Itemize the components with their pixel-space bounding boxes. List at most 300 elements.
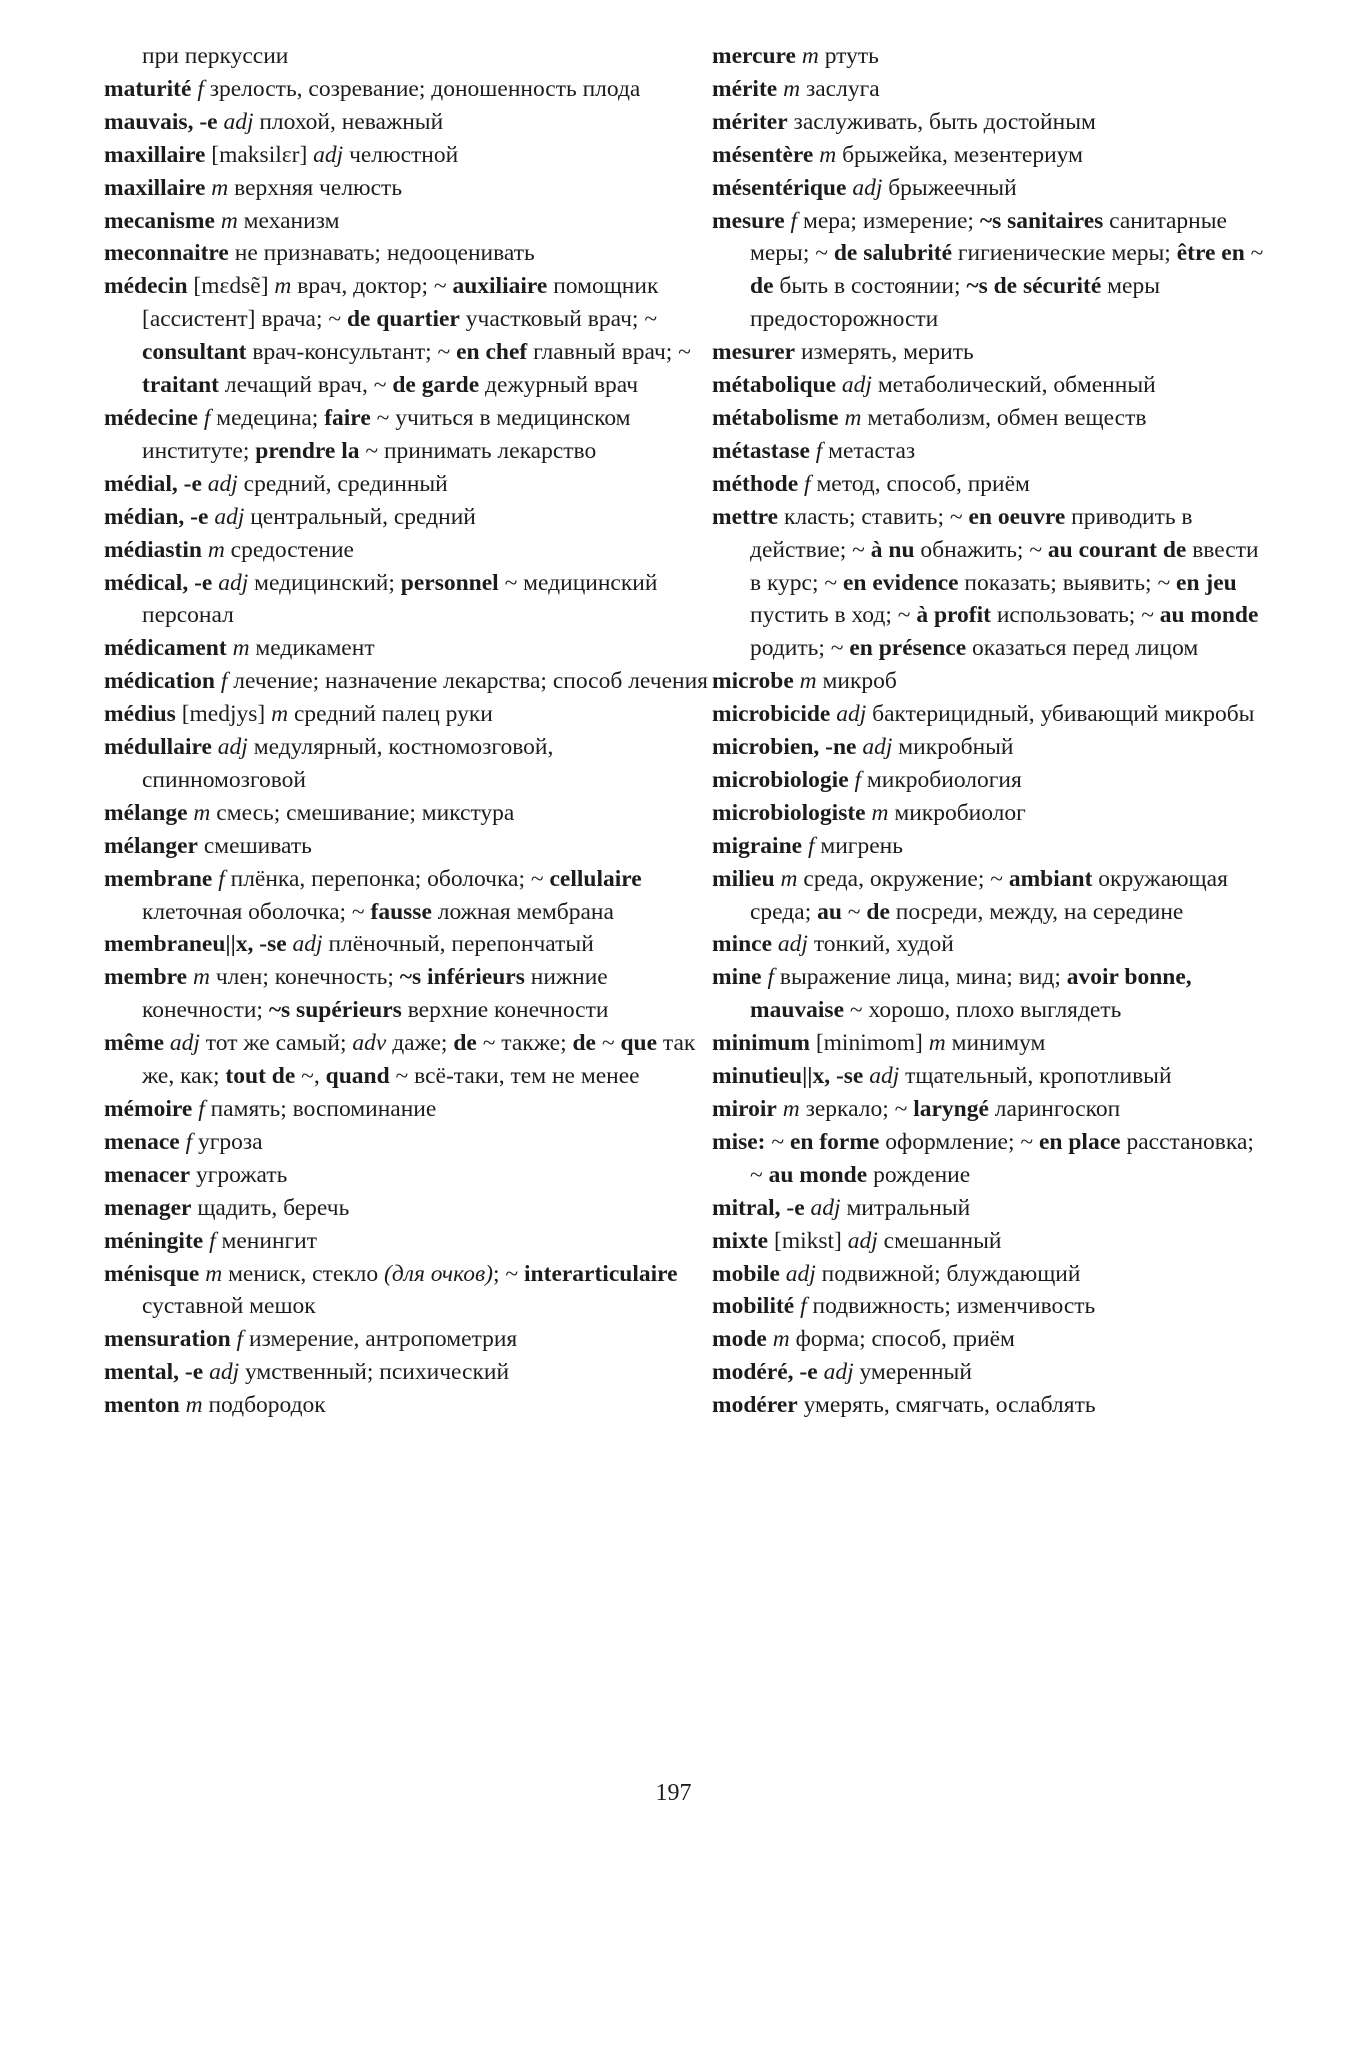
entry-text: при перкуссии	[142, 43, 289, 69]
grammar-label: adj	[208, 503, 245, 530]
headword: mesurer	[712, 339, 796, 366]
entry-text: ложная мембрана	[431, 898, 614, 925]
dictionary-entry	[104, 270, 714, 402]
dictionary-entry	[712, 1258, 1272, 1291]
dictionary-entry	[712, 698, 1272, 731]
entry-text: метаболизм, обмен веществ	[861, 404, 1147, 431]
entry-text: метод, способ, приём	[810, 470, 1030, 497]
grammar-label: m	[793, 668, 817, 695]
headword: minimum	[712, 1030, 810, 1057]
entry-text: тот же самый;	[199, 1030, 353, 1057]
grammar-label: f	[197, 404, 211, 431]
left-column	[104, 40, 714, 1422]
entry-text: подвижность; изменчивость	[806, 1293, 1096, 1320]
phrase: en oeuvre	[968, 503, 1066, 530]
headword: mensuration	[104, 1326, 231, 1353]
headword: membrane	[104, 865, 213, 892]
entry-text: мениск, стекло	[222, 1260, 385, 1287]
phrase: tout de	[225, 1063, 296, 1090]
entry-text: даже;	[386, 1030, 454, 1057]
dictionary-entry	[712, 139, 1272, 172]
dictionary-entry	[104, 73, 714, 106]
dictionary-entry	[104, 1389, 714, 1422]
entry-text: угроза	[192, 1128, 263, 1155]
headword: microbiologiste	[712, 799, 866, 826]
dictionary-entry	[712, 106, 1272, 139]
grammar-label: f	[794, 1293, 807, 1320]
entry-text: челюстной	[343, 141, 459, 168]
grammar-label: m	[179, 1392, 203, 1419]
dictionary-entry	[712, 863, 1272, 929]
entry-text: угрожать	[190, 1161, 288, 1188]
headword: mince	[712, 931, 773, 958]
phrase: de salubrité	[833, 240, 952, 267]
dictionary-entry	[104, 1323, 714, 1356]
phrase: à nu	[870, 536, 915, 563]
dictionary-entry	[104, 205, 714, 238]
headword: métastase	[712, 437, 810, 464]
grammar-label: m	[274, 273, 292, 300]
entry-text: ~ также;	[476, 1030, 573, 1057]
grammar-label: m	[201, 536, 225, 563]
grammar-label: adj	[201, 470, 238, 497]
headword: mobilité	[712, 1293, 795, 1320]
entry-text: посреди, между, на середине	[889, 898, 1184, 925]
headword: mecanisme	[104, 207, 215, 234]
headword: mauvais, -e	[104, 108, 218, 135]
headword: mise:	[712, 1128, 766, 1155]
entry-text: [minimom]	[809, 1030, 929, 1057]
grammar-label: adj	[856, 734, 893, 761]
entry-text: ~	[595, 1030, 621, 1057]
headword: méthode	[712, 470, 799, 497]
entry-text: мера; измерение;	[797, 207, 980, 234]
entry-text: ; ~	[493, 1260, 525, 1287]
headword: mine	[712, 964, 762, 991]
phrase: au	[817, 898, 842, 925]
phrase: de	[453, 1030, 477, 1057]
entry-text: медикамент	[249, 635, 375, 662]
headword: mental, -e	[104, 1359, 204, 1386]
phrase: en jeu	[1176, 569, 1237, 596]
phrase: en evidence	[842, 569, 959, 596]
phrase: en forme	[789, 1128, 880, 1155]
entry-text: нижние конечности;	[142, 964, 608, 1024]
grammar-label: adj	[779, 1260, 816, 1287]
dictionary-entry	[712, 764, 1272, 797]
phrase: en présence	[849, 635, 967, 662]
dictionary-entry	[712, 1192, 1272, 1225]
phrase: au monde	[768, 1161, 868, 1188]
dictionary-entry	[712, 40, 1272, 73]
headword: menager	[104, 1194, 192, 1221]
entry-text: заслуга	[800, 75, 880, 102]
grammar-label: adj	[286, 931, 323, 958]
entry-text: микробиология	[861, 766, 1022, 793]
entry-text: главный врач; ~	[527, 339, 691, 366]
headword: maxillaire	[104, 141, 206, 168]
headword: mixte	[712, 1227, 769, 1254]
headword: médicament	[104, 635, 227, 662]
grammar-label: f	[192, 1096, 205, 1122]
headword: mélange	[104, 799, 188, 826]
entry-text: ~ всё-таки, тем не менее	[389, 1063, 640, 1090]
dictionary-entry	[712, 1093, 1272, 1126]
entry-text: микробный	[892, 734, 1014, 761]
headword: médical, -e	[104, 569, 213, 596]
entry-text: суставной мешок	[142, 1293, 316, 1320]
dictionary-entry	[104, 665, 714, 698]
headword: médius	[104, 701, 176, 728]
dictionary-entry	[104, 830, 714, 863]
headword: mitral, -e	[712, 1194, 805, 1221]
headword: méningite	[104, 1227, 204, 1254]
entry-text: брыжейка, мезентериум	[836, 141, 1083, 168]
dictionary-entry	[104, 468, 714, 501]
grammar-label: adj	[836, 372, 872, 399]
headword: microbien, -ne	[712, 734, 857, 761]
entry-text: [mikst]	[768, 1227, 848, 1254]
phrase: interarticulaire	[524, 1260, 678, 1287]
dictionary-entry	[104, 698, 714, 731]
headword: membraneu||x, -se	[104, 931, 287, 958]
dictionary-entry	[104, 1159, 714, 1192]
entry-text: так же, как;	[142, 1030, 696, 1090]
grammar-label: adj	[804, 1194, 841, 1221]
dictionary-entry	[104, 731, 714, 797]
grammar-label: f	[179, 1128, 193, 1155]
headword: mettre	[712, 503, 779, 530]
dictionary-entry	[712, 665, 1272, 698]
dictionary-entry	[104, 961, 714, 1027]
entry-text: медулярный, костномозговой, спинномозговой	[142, 734, 554, 793]
grammar-label: m	[795, 43, 819, 69]
entry-text: быть в состоянии;	[773, 273, 967, 300]
phrase: ambiant	[1008, 865, 1093, 892]
note: (для очков)	[384, 1260, 494, 1287]
dictionary-entry	[104, 237, 714, 270]
grammar-label: adj	[772, 931, 808, 958]
headword: médecine	[104, 404, 198, 431]
entry-text: метастаз	[822, 437, 916, 464]
headword: mode	[712, 1326, 767, 1353]
entry-text: умерять, смягчать, ослаблять	[797, 1392, 1096, 1419]
headword: mobile	[712, 1260, 780, 1287]
headword: médial, -e	[104, 470, 202, 497]
phrase: prendre la	[255, 437, 360, 464]
phrase: que	[620, 1030, 658, 1057]
entry-text: среда, окружение; ~	[797, 865, 1009, 892]
entry-text: ~ хорошо, плохо выглядеть	[844, 997, 1122, 1024]
dictionary-entry	[712, 1290, 1272, 1323]
entry-text: механизм	[237, 207, 340, 234]
dictionary-entry	[104, 139, 714, 172]
phrase: au monde	[1159, 602, 1259, 629]
entry-text: ларингоскоп	[988, 1096, 1121, 1122]
dictionary-entry	[712, 1389, 1272, 1422]
entry-text: участковый врач; ~	[459, 306, 658, 333]
phrase: auxiliaire	[452, 273, 548, 300]
headword: microbe	[712, 668, 794, 695]
dictionary-entry	[104, 632, 714, 665]
entry-text: использовать; ~	[990, 602, 1160, 629]
grammar-label: f	[212, 865, 225, 892]
grammar-label: m	[865, 799, 889, 826]
grammar-label: f	[761, 964, 775, 991]
entry-text: плохой, неважный	[253, 108, 444, 135]
headword: mémoire	[104, 1096, 193, 1122]
dictionary-entry	[712, 205, 1272, 337]
grammar-label: m	[776, 1096, 800, 1122]
entry-text: бактерицидный, убивающий микробы	[866, 701, 1255, 728]
headword: miroir	[712, 1096, 777, 1122]
entry-text: мигрень	[814, 832, 903, 859]
dictionary-entry	[712, 435, 1272, 468]
entry-text: зеркало; ~	[799, 1096, 914, 1122]
grammar-label: f	[214, 668, 228, 695]
grammar-label: adj	[846, 174, 883, 201]
phrase: faire	[324, 404, 371, 431]
entry-text: зрелость, созревание; доношенность плода	[203, 75, 641, 102]
dictionary-entry	[712, 1027, 1272, 1060]
phrase: en chef	[456, 339, 528, 366]
dictionary-entry	[712, 73, 1272, 106]
grammar-label: m	[928, 1030, 946, 1057]
entry-text: ввести в курс; ~	[750, 536, 1259, 596]
entry-text: плёнка, перепонка; оболочка; ~	[224, 865, 550, 892]
phrase: de	[866, 898, 890, 925]
entry-text: ~ медицинский персонал	[142, 569, 658, 629]
entry-text: ~	[1244, 240, 1264, 267]
headword: meconnaitre	[104, 240, 229, 267]
headword: maxillaire	[104, 174, 206, 201]
headword: modéré, -e	[712, 1359, 818, 1386]
entry-text: микробиолог	[888, 799, 1026, 826]
entry-text: ~ принимать лекарство	[359, 437, 597, 464]
headword: microbiologie	[712, 766, 849, 793]
grammar-label: adj	[212, 569, 249, 596]
phrase: ~s inférieurs	[399, 964, 525, 991]
phrase: en place	[1038, 1128, 1121, 1155]
dictionary-entry	[104, 863, 714, 929]
grammar-label: m	[777, 75, 801, 102]
entry-text: оказаться перед лицом	[966, 635, 1199, 662]
entry-text: окружающая среда;	[750, 865, 1228, 925]
entry-text: тонкий, худой	[807, 931, 954, 958]
dictionary-entry	[104, 1258, 714, 1324]
grammar-label: m	[199, 1260, 223, 1287]
entry-text: [medjys]	[175, 701, 272, 728]
dictionary-entry	[104, 1192, 714, 1225]
phrase: fausse	[370, 898, 432, 925]
headword: modérer	[712, 1392, 798, 1419]
grammar-label: m	[271, 701, 289, 728]
grammar-label: f	[191, 75, 204, 102]
entry-text: заслуживать, быть достойным	[787, 108, 1096, 135]
entry-text: смесь; смешивание; микстура	[210, 799, 515, 826]
grammar-label: m	[226, 635, 250, 662]
entry-text: [maksilεr]	[205, 141, 314, 168]
dictionary-entry	[712, 402, 1272, 435]
headword: mesure	[712, 207, 785, 234]
phrase: de	[572, 1030, 596, 1057]
grammar-label: m	[774, 865, 798, 892]
entry-text: измерение, антропометрия	[243, 1326, 518, 1353]
phrase: ~s supérieurs	[268, 997, 402, 1024]
headword: mérite	[712, 75, 778, 102]
entry-text: ~ учиться в медицинском институте;	[142, 404, 631, 464]
entry-text: оформление; ~	[879, 1128, 1039, 1155]
entry-text: смешивать	[197, 832, 312, 859]
grammar-label: m	[214, 207, 238, 234]
entry-text: приводить в действие; ~	[750, 503, 1193, 563]
grammar-label: m	[205, 174, 229, 201]
entry-text: помощник [ассистент] врача; ~	[142, 273, 659, 333]
dictionary-entry	[712, 501, 1272, 666]
entry-text: средостение	[224, 536, 354, 563]
grammar-label: m	[187, 799, 211, 826]
entry-text: минимум	[945, 1030, 1046, 1057]
headword: menton	[104, 1392, 180, 1419]
grammar-label: adj	[203, 1359, 240, 1386]
entry-text: подвижной; блуждающий	[815, 1260, 1081, 1287]
entry-text: ~	[765, 1128, 790, 1155]
entry-text: гигиенические меры;	[952, 240, 1177, 267]
headword: mériter	[712, 108, 788, 135]
phrase: avoir bonne, mauvaise	[750, 964, 1192, 1024]
entry-text: умственный; психический	[239, 1359, 510, 1386]
phrase: de	[750, 273, 774, 300]
grammar-label: m	[766, 1326, 790, 1353]
phrase: de garde	[392, 372, 480, 399]
grammar-label: adj	[313, 141, 344, 168]
headword: mésentère	[712, 141, 814, 168]
headword: mélanger	[104, 832, 198, 859]
dictionary-entry	[712, 961, 1272, 1027]
entry-text: родить; ~	[750, 635, 850, 662]
entry-text: память; воспоминание	[204, 1096, 437, 1122]
phrase: être en	[1176, 240, 1245, 267]
entry-text: медецина;	[210, 404, 325, 431]
headword: médullaire	[104, 734, 212, 761]
headword: métabolique	[712, 372, 837, 399]
grammar-label: f	[784, 207, 798, 234]
dictionary-entry	[712, 468, 1272, 501]
grammar-label: m	[838, 404, 862, 431]
grammar-label: adj	[164, 1030, 200, 1057]
entry-text: микроб	[816, 668, 897, 695]
entry-text: показать; выявить; ~	[958, 569, 1177, 596]
entry-text: верхняя челюсть	[228, 174, 403, 201]
dictionary-entry	[104, 567, 714, 633]
grammar-label: f	[203, 1227, 216, 1254]
headword: médication	[104, 668, 215, 695]
entry-text: меры предосторожности	[750, 273, 1160, 333]
grammar-label: f	[848, 766, 862, 793]
dictionary-entry	[712, 731, 1272, 764]
entry-text: митральный	[840, 1194, 971, 1221]
dictionary-entry	[104, 402, 714, 468]
grammar-label: f	[802, 832, 815, 859]
dictionary-entry	[104, 40, 714, 73]
entry-text: медицинский;	[248, 569, 401, 596]
grammar-label: adj	[830, 701, 867, 728]
entry-text: лечащий врач, ~	[219, 372, 393, 399]
headword: médian, -e	[104, 503, 209, 530]
dictionary-entry	[712, 1323, 1272, 1356]
dictionary-entry	[104, 1356, 714, 1389]
entry-text: плёночный, перепончатый	[322, 931, 594, 958]
headword: milieu	[712, 865, 775, 892]
entry-text: рождение	[867, 1161, 971, 1188]
dictionary-entry	[712, 1060, 1272, 1093]
entry-text: врач, доктор; ~	[291, 273, 453, 300]
entry-text: санитарные меры; ~	[750, 207, 1227, 267]
entry-text: подбородок	[202, 1392, 326, 1419]
entry-text: брыжеечный	[882, 174, 1017, 201]
headword: médecin	[104, 273, 188, 300]
headword: mésentérique	[712, 174, 847, 201]
dictionary-entry	[104, 1093, 714, 1126]
dictionary-entry	[104, 1225, 714, 1258]
entry-text: расстановка; ~	[750, 1128, 1254, 1188]
grammar-label: m	[813, 141, 837, 168]
headword: microbicide	[712, 701, 831, 728]
dictionary-entry	[712, 1225, 1272, 1258]
headword: mercure	[712, 43, 796, 69]
dictionary-entry	[104, 1126, 714, 1159]
entry-text: не признавать; недооценивать	[228, 240, 535, 267]
headword: maturité	[104, 75, 192, 102]
entry-text: класть; ставить; ~	[778, 503, 969, 530]
headword: métabolisme	[712, 404, 839, 431]
page-number: 197	[655, 1780, 692, 1806]
phrase: consultant	[142, 339, 247, 366]
entry-text: форма; способ, приём	[789, 1326, 1015, 1353]
grammar-label: adj	[217, 108, 254, 135]
grammar-label: adj	[211, 734, 248, 761]
dictionary-entry	[104, 1027, 714, 1093]
dictionary-entry	[712, 928, 1272, 961]
entry-text: измерять, мерить	[795, 339, 974, 366]
entry-text: тщательный, кропотливый	[899, 1063, 1172, 1090]
entry-text: член; конечность;	[209, 964, 400, 991]
right-column	[712, 40, 1272, 1422]
entry-text: щадить, беречь	[191, 1194, 350, 1221]
entry-text: ~	[841, 898, 867, 925]
dictionary-entry	[712, 172, 1272, 205]
phrase: de quartier	[346, 306, 460, 333]
entry-text: обнажить; ~	[914, 536, 1048, 563]
dictionary-entry	[712, 830, 1272, 863]
entry-text: средний, срединный	[237, 470, 448, 497]
note: adv	[352, 1030, 387, 1057]
dictionary-entry	[104, 928, 714, 961]
phrase: quand	[325, 1063, 390, 1090]
entry-text: средний палец руки	[288, 701, 493, 728]
entry-text: смешанный	[877, 1227, 1002, 1254]
dictionary-entry	[712, 1126, 1272, 1192]
dictionary-entry	[712, 1356, 1272, 1389]
headword: menacer	[104, 1161, 191, 1188]
entry-text: метаболический, обменный	[871, 372, 1156, 399]
grammar-label: adj	[847, 1227, 878, 1254]
phrase: ~s de sécurité	[966, 273, 1102, 300]
phrase: cellulaire	[549, 865, 642, 892]
headword: migraine	[712, 832, 803, 859]
entry-text: дежурный врач	[479, 372, 639, 399]
entry-text: [mεdsẽ]	[187, 273, 275, 300]
